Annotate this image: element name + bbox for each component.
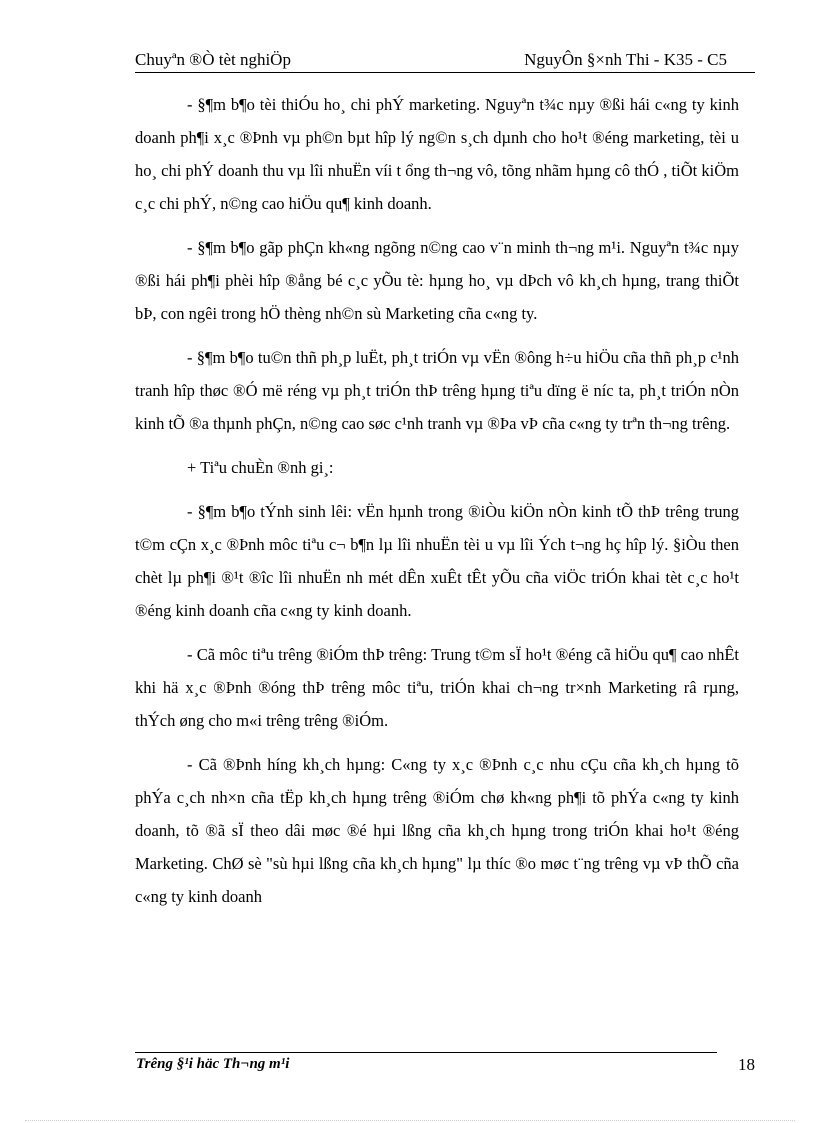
paragraph: - §¶m b¶o tèi thiÓu ho¸ chi phÝ marketing. Nguyªn t¾c nµy ®ßi hái c«ng ty kinh doanh ph¶i x¸c ®Þnh vµ ph©n bµt hîp lý ng©n s¸ch dµnh cho ho¹t ®éng marketing, tèi u ho¸ chi phÝ doanh thu vµ lîi nhuËn víi t ổng th¬ng vô, tõng nhãm hµng cô thÓ , tiÕt kiÖm c¸c chi phÝ, n©ng cao hiÖu qu¶ kinh doanh. (135, 95, 739, 213)
page-bottom-divider (25, 1120, 795, 1121)
paragraph: - Cã môc tiªu trêng ®iÓm thÞ trêng: Trung t©m sÏ ho¹t ®éng cã hiÖu qu¶ cao nhÊt khi hä x¸c ®Þnh ®óng thÞ trêng môc tiªu, triÓn khai ch¬ng tr×nh Marketing râ rµng, thÝch øng cho m«i trêng trêng ®iÓm. (135, 645, 739, 730)
footer-divider (135, 1052, 717, 1053)
paragraph: - §¶m b¶o gãp phÇn kh«ng ngõng n©ng cao v¨n minh th¬ng m¹i. Nguyªn t¾c nµy ®ßi hái ph¶i phèi hîp ®ång bé c¸c yÕu tè: hµng ho¸ vµ dÞch vô kh¸ch hµng, trang thiÕt bÞ, con ngêi trong hÖ thèng nh©n sù Marketing cña c«ng ty. (135, 238, 739, 323)
document-body (135, 88, 739, 924)
paragraph: - §¶m b¶o tÝnh sinh lêi: vËn hµnh trong ®iÒu kiÖn nÒn kinh tÕ thÞ trêng trung t©m cÇn x¸c ®Þnh môc tiªu c¬ b¶n lµ lîi nhuËn tèi u vµ lîi Ých t¬ng hç hîp lý. §iÒu then chèt lµ ph¶i ®¹t ®îc lîi nhuËn nh mét dÊn xuÊt tÊt yÕu cña viÖc triÓn khai tèt c¸c ho¹t ®éng kinh doanh cña c«ng ty kinh doanh. (135, 502, 739, 620)
page-number: 18 (738, 1055, 755, 1074)
header-author: NguyÔn §×nh Thi - K35 - C5 (524, 50, 727, 69)
paragraph: - §¶m b¶o tu©n thñ ph¸p luËt, ph¸t triÓn vµ vËn ®ông h÷u hiÖu cña thñ ph¸p c¹nh tranh hîp thøc ®Ó më réng vµ ph¸t triÓn thÞ trêng hµng tiªu dïng ë níc ta, ph¸t triÓn nÒn kinh tÕ ®a thµnh phÇn, n©ng cao søc c¹nh tranh vµ ®Þa vÞ cña c«ng ty trªn th¬ng trêng. (135, 348, 739, 433)
paragraph: - Cã ®Þnh híng kh¸ch hµng: C«ng ty x¸c ®Þnh c¸c nhu cÇu cña kh¸ch hµng tõ phÝa c¸ch nh×n cña tËp kh¸ch hµng trêng ®iÓm chø kh«ng ph¶i tõ phÝa c«ng ty kinh doanh, tõ ®ã sÏ theo dâi møc ®é hµi lßng cña kh¸ch hµng trong triÓn khai ho¹t ®éng Marketing. ChØ sè "sù hµi lßng cña kh¸ch hµng" lµ thíc ®o møc t¨ng trêng vµ vÞ thÕ cña c«ng ty kinh doanh (135, 755, 739, 906)
header-title: Chuyªn ®Ò tèt nghiÖp (135, 50, 291, 69)
page-header (135, 50, 755, 73)
footer-institution: Trêng §¹i häc Th¬ng m¹i (136, 1056, 290, 1072)
paragraph: + Tiªu chuÈn ®nh gi¸: (187, 458, 334, 477)
